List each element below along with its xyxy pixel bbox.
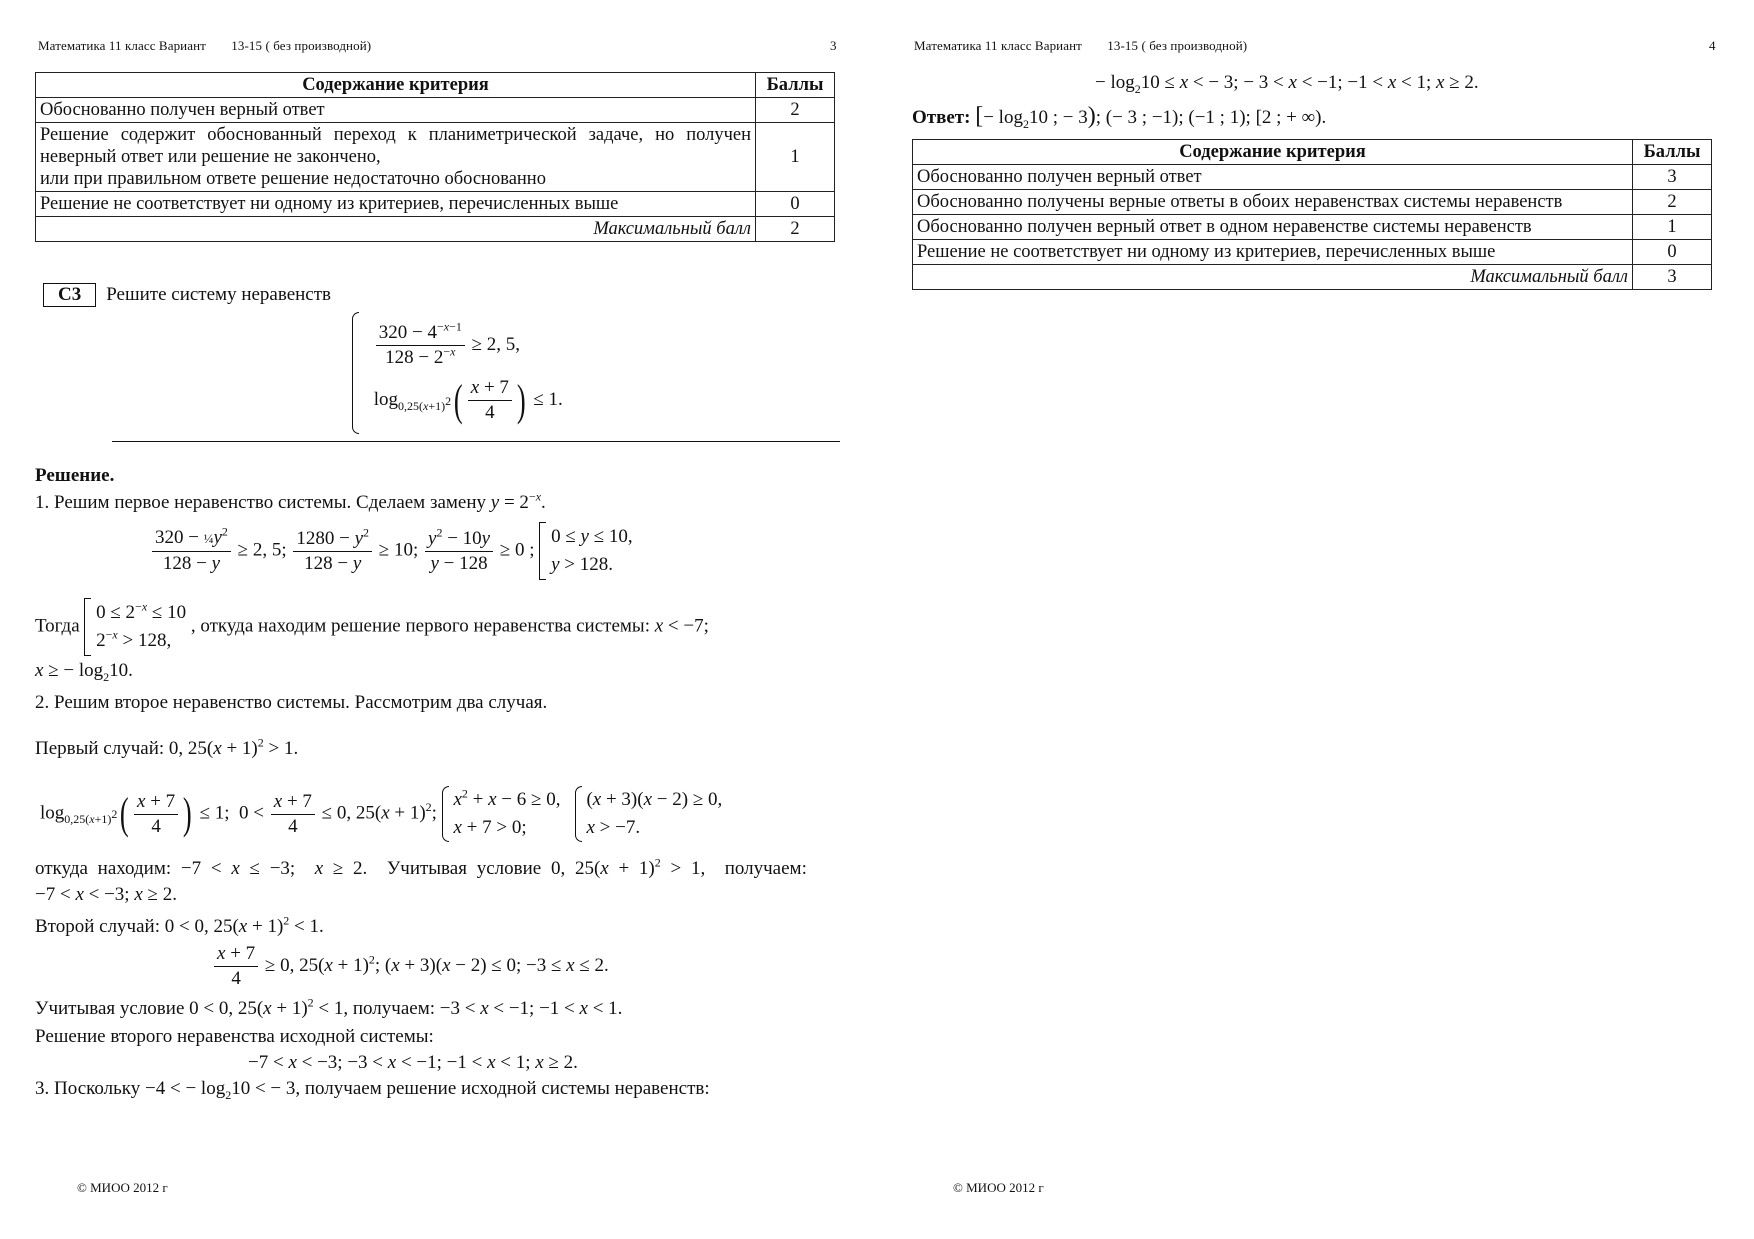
- from-where-text: , откуда находим решение первого неравенства системы:: [190, 615, 650, 637]
- table-row: [36, 98, 835, 123]
- case2-math: $\frac{x + 7}{4}$ ≥ 0, $25(x + 1)^2$; (x + 3)(x − 2) ≤ 0; −3 ≤ x ≤ 2.: [212, 942, 609, 991]
- table-row: [36, 123, 835, 192]
- page-number: 4: [1709, 38, 1716, 53]
- copyright: © МИОО 2012 г: [77, 1180, 168, 1195]
- case1-line: Первый случай: 0, $25(x + 1)^2 > 1$.: [35, 735, 299, 759]
- table-row: [913, 215, 1712, 240]
- table-row: [913, 265, 1712, 290]
- step1-math: $\frac{320 - \frac{1}{4}y^2}{128 - y}$ ≥ 2, 5; $\frac{1280 - y^2}{128 - y}$ ≥ 10; $\frac{y^2 - 10y}{y - 128}$ ≥ 0 ; 0 ≤ y ≤ 10, y > 128.: [150, 522, 633, 580]
- table-row: [913, 165, 1712, 190]
- criterion-text: Обоснованно получены верные ответы в обоих неравенствах системы неравенств: [913, 190, 1633, 215]
- criterion-points: 3: [1633, 165, 1712, 190]
- get2-text: , получаем:: [343, 998, 435, 1019]
- points-header: Баллы: [1633, 140, 1712, 165]
- get-text: получаем:: [724, 858, 807, 879]
- criteria-header: Содержание критерия: [913, 140, 1633, 165]
- final-result: − $\log_210 \le x$ < − 3; − 3 < x < −1; −1 < x < 1; x ≥ 2.: [1095, 72, 1479, 96]
- criterion-points: 2: [756, 98, 835, 123]
- step2-text: 2. Решим второе неравенство системы. Рассмотрим два случая.: [35, 692, 548, 713]
- criterion-text: Обоснованно получен верный ответ: [36, 98, 756, 123]
- task-line: [43, 283, 331, 307]
- page-header: [38, 38, 371, 54]
- table-row: [913, 240, 1712, 265]
- criteria-table: [35, 72, 835, 242]
- second-solution-text: Решение второго неравенства исходной системы:: [35, 1026, 434, 1047]
- page-number: 3: [830, 38, 837, 53]
- answer-label: Ответ:: [912, 107, 971, 128]
- step1-text: 1. Решим первое неравенство системы. Сделаем замену: [35, 492, 487, 513]
- right-page: [877, 0, 1754, 1239]
- max-score-label: Максимальный балл: [913, 265, 1633, 290]
- criterion-points: 0: [756, 192, 835, 217]
- max-score-value: 2: [756, 217, 835, 242]
- criterion-points: 2: [1633, 190, 1712, 215]
- criterion-text: Обоснованно получен верный ответ: [913, 165, 1633, 190]
- page-header: [914, 38, 1247, 54]
- criterion-text: Решение не соответствует ни одному из критериев, перечисленных выше: [913, 240, 1633, 265]
- from-find-text: откуда находим:: [35, 858, 172, 879]
- criteria-header: Содержание критерия: [36, 73, 756, 98]
- then-text: Тогда: [35, 615, 80, 637]
- max-score-value: 3: [1633, 265, 1712, 290]
- case2-result-line: Учитывая условие 0 < 0, $25(x + 1)^2 < 1$, получаем: −3 < x < −1; −1 < x < 1.: [35, 995, 623, 1019]
- case1-result-line: откуда находим: −7 < x ≤ −3; x ≥ 2. Учитывая условие 0, $25(x + 1)^2 > 1$, получаем:: [35, 855, 807, 879]
- criterion-text: [36, 123, 756, 192]
- solution-heading: Решение.: [35, 465, 115, 486]
- copyright: © МИОО 2012 г: [953, 1180, 1044, 1195]
- considering2-text: Учитывая условие: [35, 998, 185, 1019]
- task-prompt: Решите систему неравенств: [106, 284, 332, 305]
- header-variant: 13-15 ( без производной): [1107, 38, 1248, 53]
- criterion-text: Решение не соответствует ни одному из критериев, перечисленных выше: [36, 192, 756, 217]
- step3-text: 3. Поскольку: [35, 1078, 141, 1099]
- max-score-label: Максимальный балл: [36, 217, 756, 242]
- case1-math: $\log_{0,25(x+1)^2}$( $\frac{x + 7}{4}$ ) ≤ 1; 0 < $\frac{x + 7}{4}$ ≤ 0, $25(x + 1)^2$; $x^2 + x - 6 \ge 0$, x + 7 > 0; (x + 3)(x − 2) ≥ 0, x > −7.: [40, 786, 722, 842]
- answer-line: Ответ: [− $\log_210$ ; − 3); (− 3 ; −1); (−1 ; 1); [2 ; + ∞).: [912, 103, 1327, 131]
- task-system: $\frac{320 - 4^{-x-1}}{128 - 2^{-x}}$ ≥ 2, 5, $\log_{0,25(x+1)^2}$( $\frac{x + 7}{4}$ ) ≤ 1.: [352, 312, 563, 434]
- second-solution-result: −7 < x < −3; −3 < x < −1; −1 < x < 1; x ≥ 2.: [248, 1052, 578, 1073]
- points-header: Баллы: [756, 73, 835, 98]
- case1-result: −7 < x < −3; x ≥ 2.: [35, 884, 177, 905]
- case2-line: Второй случай: 0 < 0, $25(x + 1)^2 < 1$.: [35, 913, 324, 937]
- case1-text: Первый случай:: [35, 738, 165, 759]
- header-subject: Математика 11 класс Вариант: [914, 38, 1082, 53]
- step3-end-text: , получаем решение исходной системы неравенств:: [295, 1078, 710, 1099]
- case2-text: Второй случай:: [35, 916, 160, 937]
- task-label: C3: [43, 283, 96, 307]
- table-row: [36, 217, 835, 242]
- header-subject: Математика 11 класс Вариант: [38, 38, 206, 53]
- divider: [112, 441, 840, 442]
- step3-line: 3. Поскольку −4 < − $\log_210$ < − 3, получаем решение исходной системы неравенств:: [35, 1078, 710, 1102]
- step1-line: 1. Решим первое неравенство системы. Сделаем замену $y = 2^{-x}$.: [35, 489, 546, 513]
- table-row: [36, 192, 835, 217]
- criterion-points: 1: [1633, 215, 1712, 240]
- then-line: Тогда $0 \le 2^{-x} \le 10$ $2^{-x} > 128$, , откуда находим решение первого неравенства системы: x < −7;: [35, 598, 843, 656]
- criterion-text-part1: Решение содержит обоснованный переход к планиметрической задаче, но получен неверный ответ или решение не закончено,: [40, 125, 751, 167]
- criterion-text: Обоснованно получен верный ответ в одном неравенстве системы неравенств: [913, 215, 1633, 240]
- criterion-points: 1: [756, 123, 835, 192]
- criterion-points: 0: [1633, 240, 1712, 265]
- criterion-text-part2: или при правильном ответе решение недостаточно обоснованно: [40, 169, 546, 189]
- table-row: [913, 190, 1712, 215]
- result1: x ≥ − $\log_210$.: [35, 660, 133, 684]
- considering-text: Учитывая условие: [386, 858, 542, 879]
- criteria-table: [912, 139, 1712, 290]
- header-variant: 13-15 ( без производной): [231, 38, 372, 53]
